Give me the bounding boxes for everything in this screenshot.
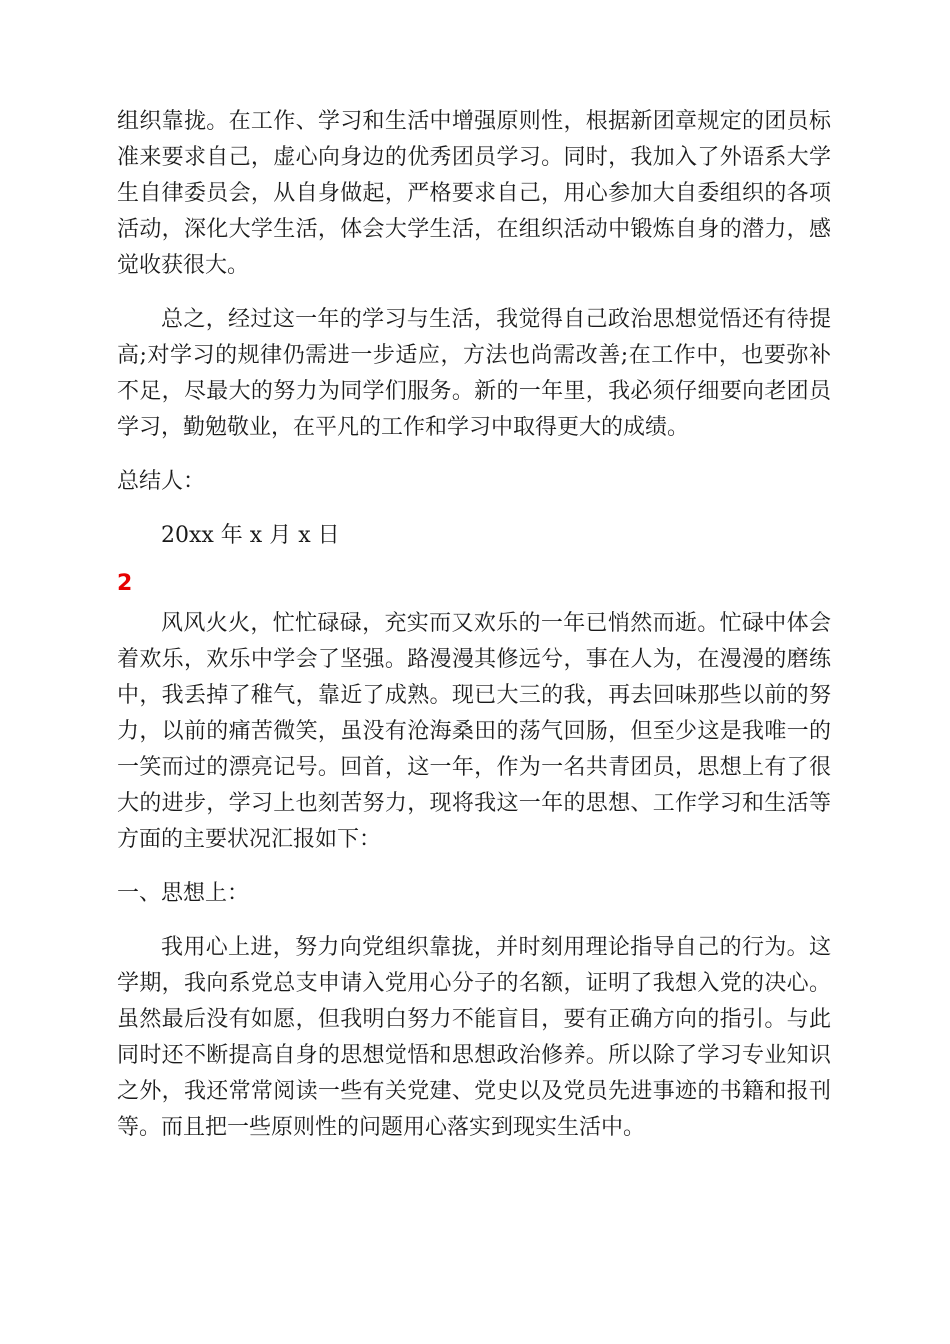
- paragraph-continued: 组织靠拢。在工作、学习和生活中增强原则性，根据新团章规定的团员标准来要求自己，虚心向身边的优秀团员学习。同时，我加入了外语系大学生自律委员会，从自身做起，严格要求自己，用心参加大自委组织的各项活动，深化大学生活，体会大学生活，在组织活动中锻炼自身的潜力，感觉收获很大。: [117, 109, 831, 278]
- paragraph-ideology: 我用心上进，努力向党组织靠拢，并时刻用理论指导自己的行为。这学期，我向系党总支申请入党用心分子的名额，证明了我想入党的决心。虽然最后没有如愿，但我明白努力不能盲目，要有正确方向的指引。与此同时还不断提高自身的思想觉悟和思想政治修养。所以除了学习专业知识之外，我还常常阅读一些有关党建、党史以及党员先进事迹的书籍和报刊等。而且把一些原则性的问题用心落实到现实生活中。: [117, 935, 831, 1140]
- paragraph-intro: 风风火火，忙忙碌碌，充实而又欢乐的一年已悄然而逝。忙碌中体会着欢乐，欢乐中学会了坚强。路漫漫其修远兮，事在人为，在漫漫的磨练中，我丢掉了稚气，靠近了成熟。现已大三的我，再去回味那些以前的努力，以前的痛苦微笑，虽没有沧海桑田的荡气回肠，但至少这是我唯一的一笑而过的漂亮记号。回首，这一年，作为一名共青团员，思想上有了很大的进步，学习上也刻苦努力，现将我这一年的思想、工作学习和生活等方面的主要状况汇报如下：: [117, 611, 831, 852]
- paragraph-conclusion: 总之，经过这一年的学习与生活，我觉得自己政治思想觉悟还有待提高;对学习的规律仍需进一步适应，方法也尚需改善;在工作中，也要弥补不足，尽最大的努力为同学们服务。新的一年里，我必须仔细要向老团员学习，勤勉敬业，在平凡的工作和学习中取得更大的成绩。: [117, 307, 831, 440]
- document-body: [117, 104, 831, 1146]
- section-heading-ideology: 一、思想上：: [117, 881, 250, 906]
- signature-label: 总结人：: [117, 469, 206, 494]
- date-line: 20xx 年 x 月 x 日: [161, 523, 340, 548]
- section-number: 2: [117, 571, 133, 596]
